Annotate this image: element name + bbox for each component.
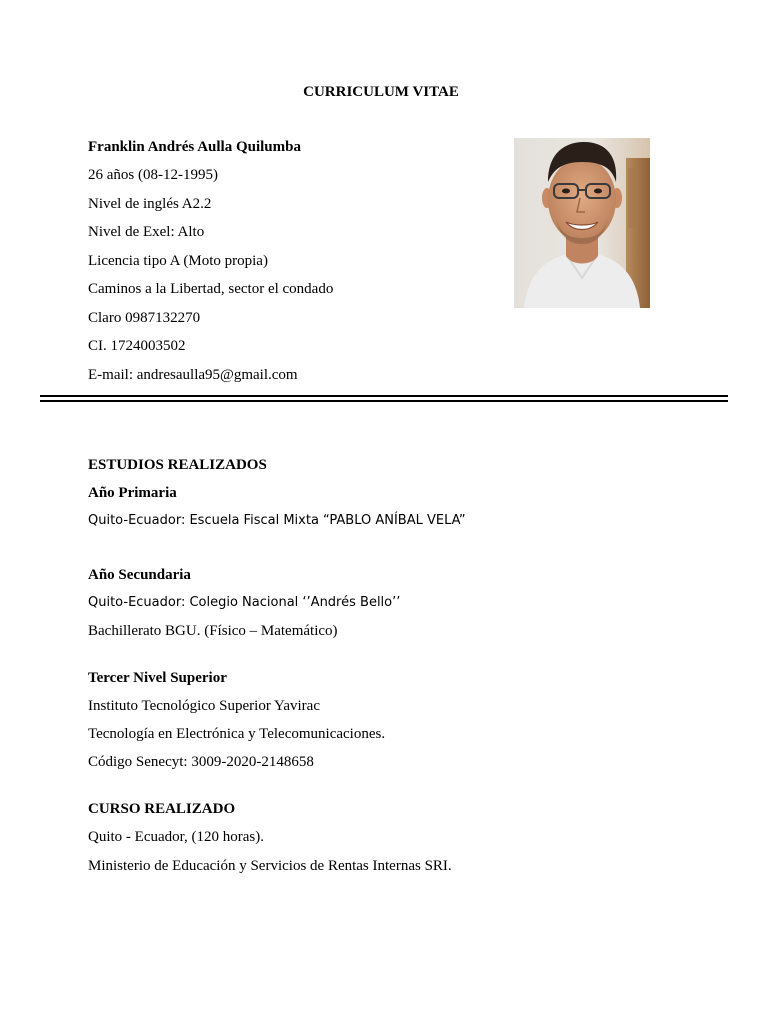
english-level: Nivel de inglés A2.2 [88,196,212,212]
secondary-line: Quito-Ecuador: Colegio Nacional ‘’Andrés Bello’’ [88,595,401,610]
profile-photo [514,138,650,308]
document-title: CURRICULUM VITAE [303,84,459,100]
divider-line-top [40,395,728,397]
excel-level: Nivel de Exel: Alto [88,224,205,240]
primary-heading: Año Primaria [88,485,177,501]
secondary-heading: Año Secundaria [88,567,191,583]
email: E-mail: andresaulla95@gmail.com [88,367,298,383]
primary-line: Quito-Ecuador: Escuela Fiscal Mixta “PABLO ANÍBAL VELA” [88,513,466,528]
tertiary-line: Código Senecyt: 3009-2020-2148658 [88,754,314,770]
person-age: 26 años (08-12-1995) [88,167,218,183]
tertiary-heading: Tercer Nivel Superior [88,670,227,686]
person-name: Franklin Andrés Aulla Quilumba [88,139,301,155]
phone: Claro 0987132270 [88,310,201,326]
divider-line-bottom [40,400,728,402]
course-line: Quito - Ecuador, (120 horas). [88,829,265,845]
address: Caminos a la Libertad, sector el condado [88,281,334,297]
tertiary-line: Instituto Tecnológico Superior Yavirac [88,698,320,714]
id-number: CI. 1724003502 [88,338,186,354]
tertiary-line: Tecnología en Electrónica y Telecomunicaciones. [88,726,386,742]
license: Licencia tipo A (Moto propia) [88,253,268,269]
course-line: Ministerio de Educación y Servicios de Rentas Internas SRI. [88,858,452,874]
secondary-line: Bachillerato BGU. (Físico – Matemático) [88,623,338,639]
course-heading: CURSO REALIZADO [88,801,236,817]
studies-heading: ESTUDIOS REALIZADOS [88,457,267,473]
